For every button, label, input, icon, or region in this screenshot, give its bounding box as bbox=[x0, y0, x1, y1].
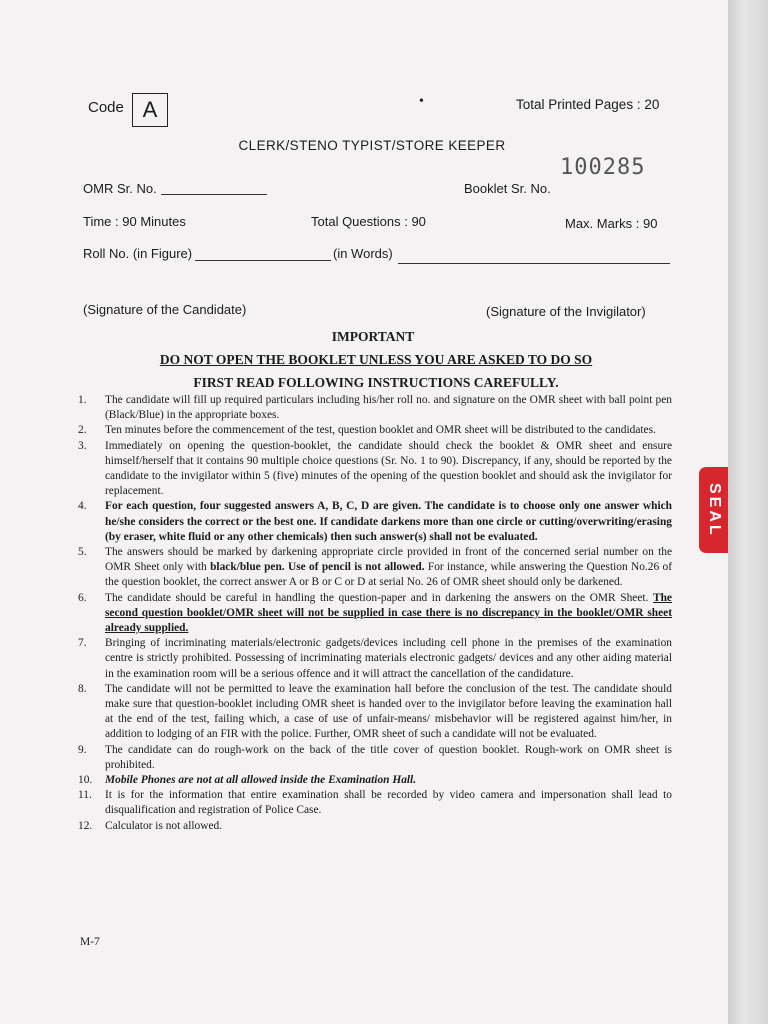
instruction-text: Calculator is not allowed. bbox=[105, 819, 223, 832]
instruction-text: The candidate will not be permitted to leave the examination hall before the conclusion of the test. The candidate should make sure that question-booklet including OMR sheet is handed over to the invigilator before leaving the examination hall at the end of the test, failing which, a case of use of unfair-means/ misbehavior will be registered against him/her, in addition to lodging of an FIR with the police. Further, OMR sheet of such a candidate will not be evaluated. bbox=[105, 682, 672, 741]
bullet-dot: • bbox=[419, 94, 424, 109]
instruction-item bbox=[78, 819, 672, 834]
instruction-number: 6. bbox=[78, 591, 87, 604]
instruction-item bbox=[78, 788, 672, 818]
instruction-number: 9. bbox=[78, 743, 87, 756]
instruction-text: Immediately on opening the question-booklet, the candidate should check the booklet & OMR sheet and ensure himself/herself that it contains 90 multiple choice questions (Sr. No. 1 to 90). Discrepancy, if any, should be reported by the candidate to the invigilator within 5 (five) minutes of the opening of the question booklet and should ask the invigilator for replacement. bbox=[105, 439, 672, 498]
instruction-text: The candidate will fill up required particulars including his/her roll no. and signature on the OMR sheet with ball point pen (Black/Blue) in the appropriate boxes. bbox=[105, 394, 672, 422]
instruction-text: The candidate can do rough-work on the back of the title cover of question booklet. Rough-work on OMR sheet is prohibited. bbox=[105, 743, 672, 771]
roll-no-figure-blank bbox=[195, 260, 331, 261]
instruction-item bbox=[78, 636, 672, 682]
instruction-text-part: For instance, while answering the Question No.26 of the question booklet, the correct answer A or B or C or D at serial No. 26 of OMR sheet should only be darkened. bbox=[105, 561, 672, 589]
signature-candidate-label: (Signature of the Candidate) bbox=[83, 302, 247, 317]
omr-sr-no-label: OMR Sr. No. bbox=[83, 181, 157, 196]
booklet-number: 100285 bbox=[560, 155, 646, 180]
instruction-number: 2. bbox=[78, 424, 87, 437]
instruction-number: 3. bbox=[78, 439, 87, 452]
instruction-item bbox=[78, 743, 672, 773]
instruction-number: 5. bbox=[78, 546, 87, 559]
instruction-emphasis: black/blue pen. Use of pencil is not allowed. bbox=[210, 561, 425, 574]
code-value-box: A bbox=[132, 93, 168, 127]
seal-sticker bbox=[699, 467, 728, 553]
roll-no-words-label: (in Words) bbox=[333, 246, 393, 261]
booklet-sr-no-label: Booklet Sr. No. bbox=[464, 181, 551, 196]
instruction-text: Bringing of incriminating materials/electronic gadgets/devices including cell phone in the premises of the examination centre is strictly prohibited. Possessing of incriminating materials electronic gadgets/ devices and any other aiding material in the examination room will be a serious offence and it will attract the cancellation of the candidature. bbox=[105, 637, 672, 680]
instruction-number: 12. bbox=[78, 819, 93, 832]
instruction-text: Ten minutes before the commencement of the test, question booklet and OMR sheet will be distributed to the candidates. bbox=[105, 424, 656, 437]
instruction-emphasis: The second question booklet/OMR sheet will not be supplied in case there is no discrepancy in the booklet/OMR sheet already supplied. bbox=[105, 591, 672, 635]
instruction-text bbox=[105, 591, 672, 637]
page-code: M-7 bbox=[80, 936, 100, 948]
first-read-heading: FIRST READ FOLLOWING INSTRUCTIONS CAREFULLY. bbox=[193, 375, 559, 390]
instruction-text: For each question, four suggested answers A, B, C, D are given. The candidate is to choose only one answer which he/she considers the correct or the best one. If candidate darkens more than one circle or cutting/overwriting/erasing (by eraser, white fluid or any other chemicals) then such answer(s) shall not be evaluated. bbox=[105, 500, 672, 543]
instruction-number: 11. bbox=[78, 789, 92, 802]
max-marks: Max. Marks : 90 bbox=[565, 216, 658, 231]
time-allowed: Time : 90 Minutes bbox=[83, 214, 186, 229]
exam-title: CLERK/STENO TYPIST/STORE KEEPER bbox=[238, 138, 506, 153]
instruction-item bbox=[78, 682, 672, 743]
instruction-item bbox=[78, 545, 672, 591]
instruction-text-part: The candidate should be careful in handling the question-paper and in darkening the answers on the OMR Sheet. bbox=[105, 591, 653, 604]
total-questions: Total Questions : 90 bbox=[311, 214, 426, 229]
instruction-number: 1. bbox=[78, 394, 87, 406]
omr-sr-no-blank bbox=[161, 194, 267, 195]
seal-label: SEAL bbox=[706, 482, 723, 538]
instruction-item bbox=[78, 773, 672, 788]
instructions-list bbox=[78, 393, 672, 834]
instruction-item bbox=[78, 439, 672, 500]
code-label: Code bbox=[88, 99, 124, 116]
roll-no-words-blank bbox=[398, 263, 670, 264]
instruction-number: 10. bbox=[78, 774, 93, 787]
instruction-number: 7. bbox=[78, 637, 87, 650]
signature-invigilator-label: (Signature of the Invigilator) bbox=[486, 304, 646, 319]
instruction-number: 8. bbox=[78, 682, 87, 695]
instruction-item bbox=[78, 393, 672, 423]
instruction-text: It is for the information that entire examination shall be recorded by video camera and impersonation shall lead to disqualification and registration of Police Case. bbox=[105, 789, 672, 817]
instruction-text bbox=[105, 545, 672, 591]
roll-no-figure-label: Roll No. (in Figure) bbox=[83, 246, 193, 261]
instruction-item bbox=[78, 423, 672, 438]
instruction-item bbox=[78, 499, 672, 545]
instruction-text: Mobile Phones are not at all allowed inside the Examination Hall. bbox=[105, 774, 417, 787]
total-printed-pages: Total Printed Pages : 20 bbox=[516, 97, 660, 112]
page-edge-shadow bbox=[728, 0, 768, 1024]
instruction-text-part: The answers should be marked by darkening appropriate circle provided in front of the concerned serial number on the OMR Sheet only with bbox=[105, 546, 672, 574]
instruction-number: 4. bbox=[78, 500, 87, 513]
instruction-item bbox=[78, 591, 672, 637]
do-not-open-heading: DO NOT OPEN THE BOOKLET UNLESS YOU ARE ASKED TO DO SO bbox=[159, 352, 593, 367]
important-heading: IMPORTANT bbox=[331, 329, 415, 344]
